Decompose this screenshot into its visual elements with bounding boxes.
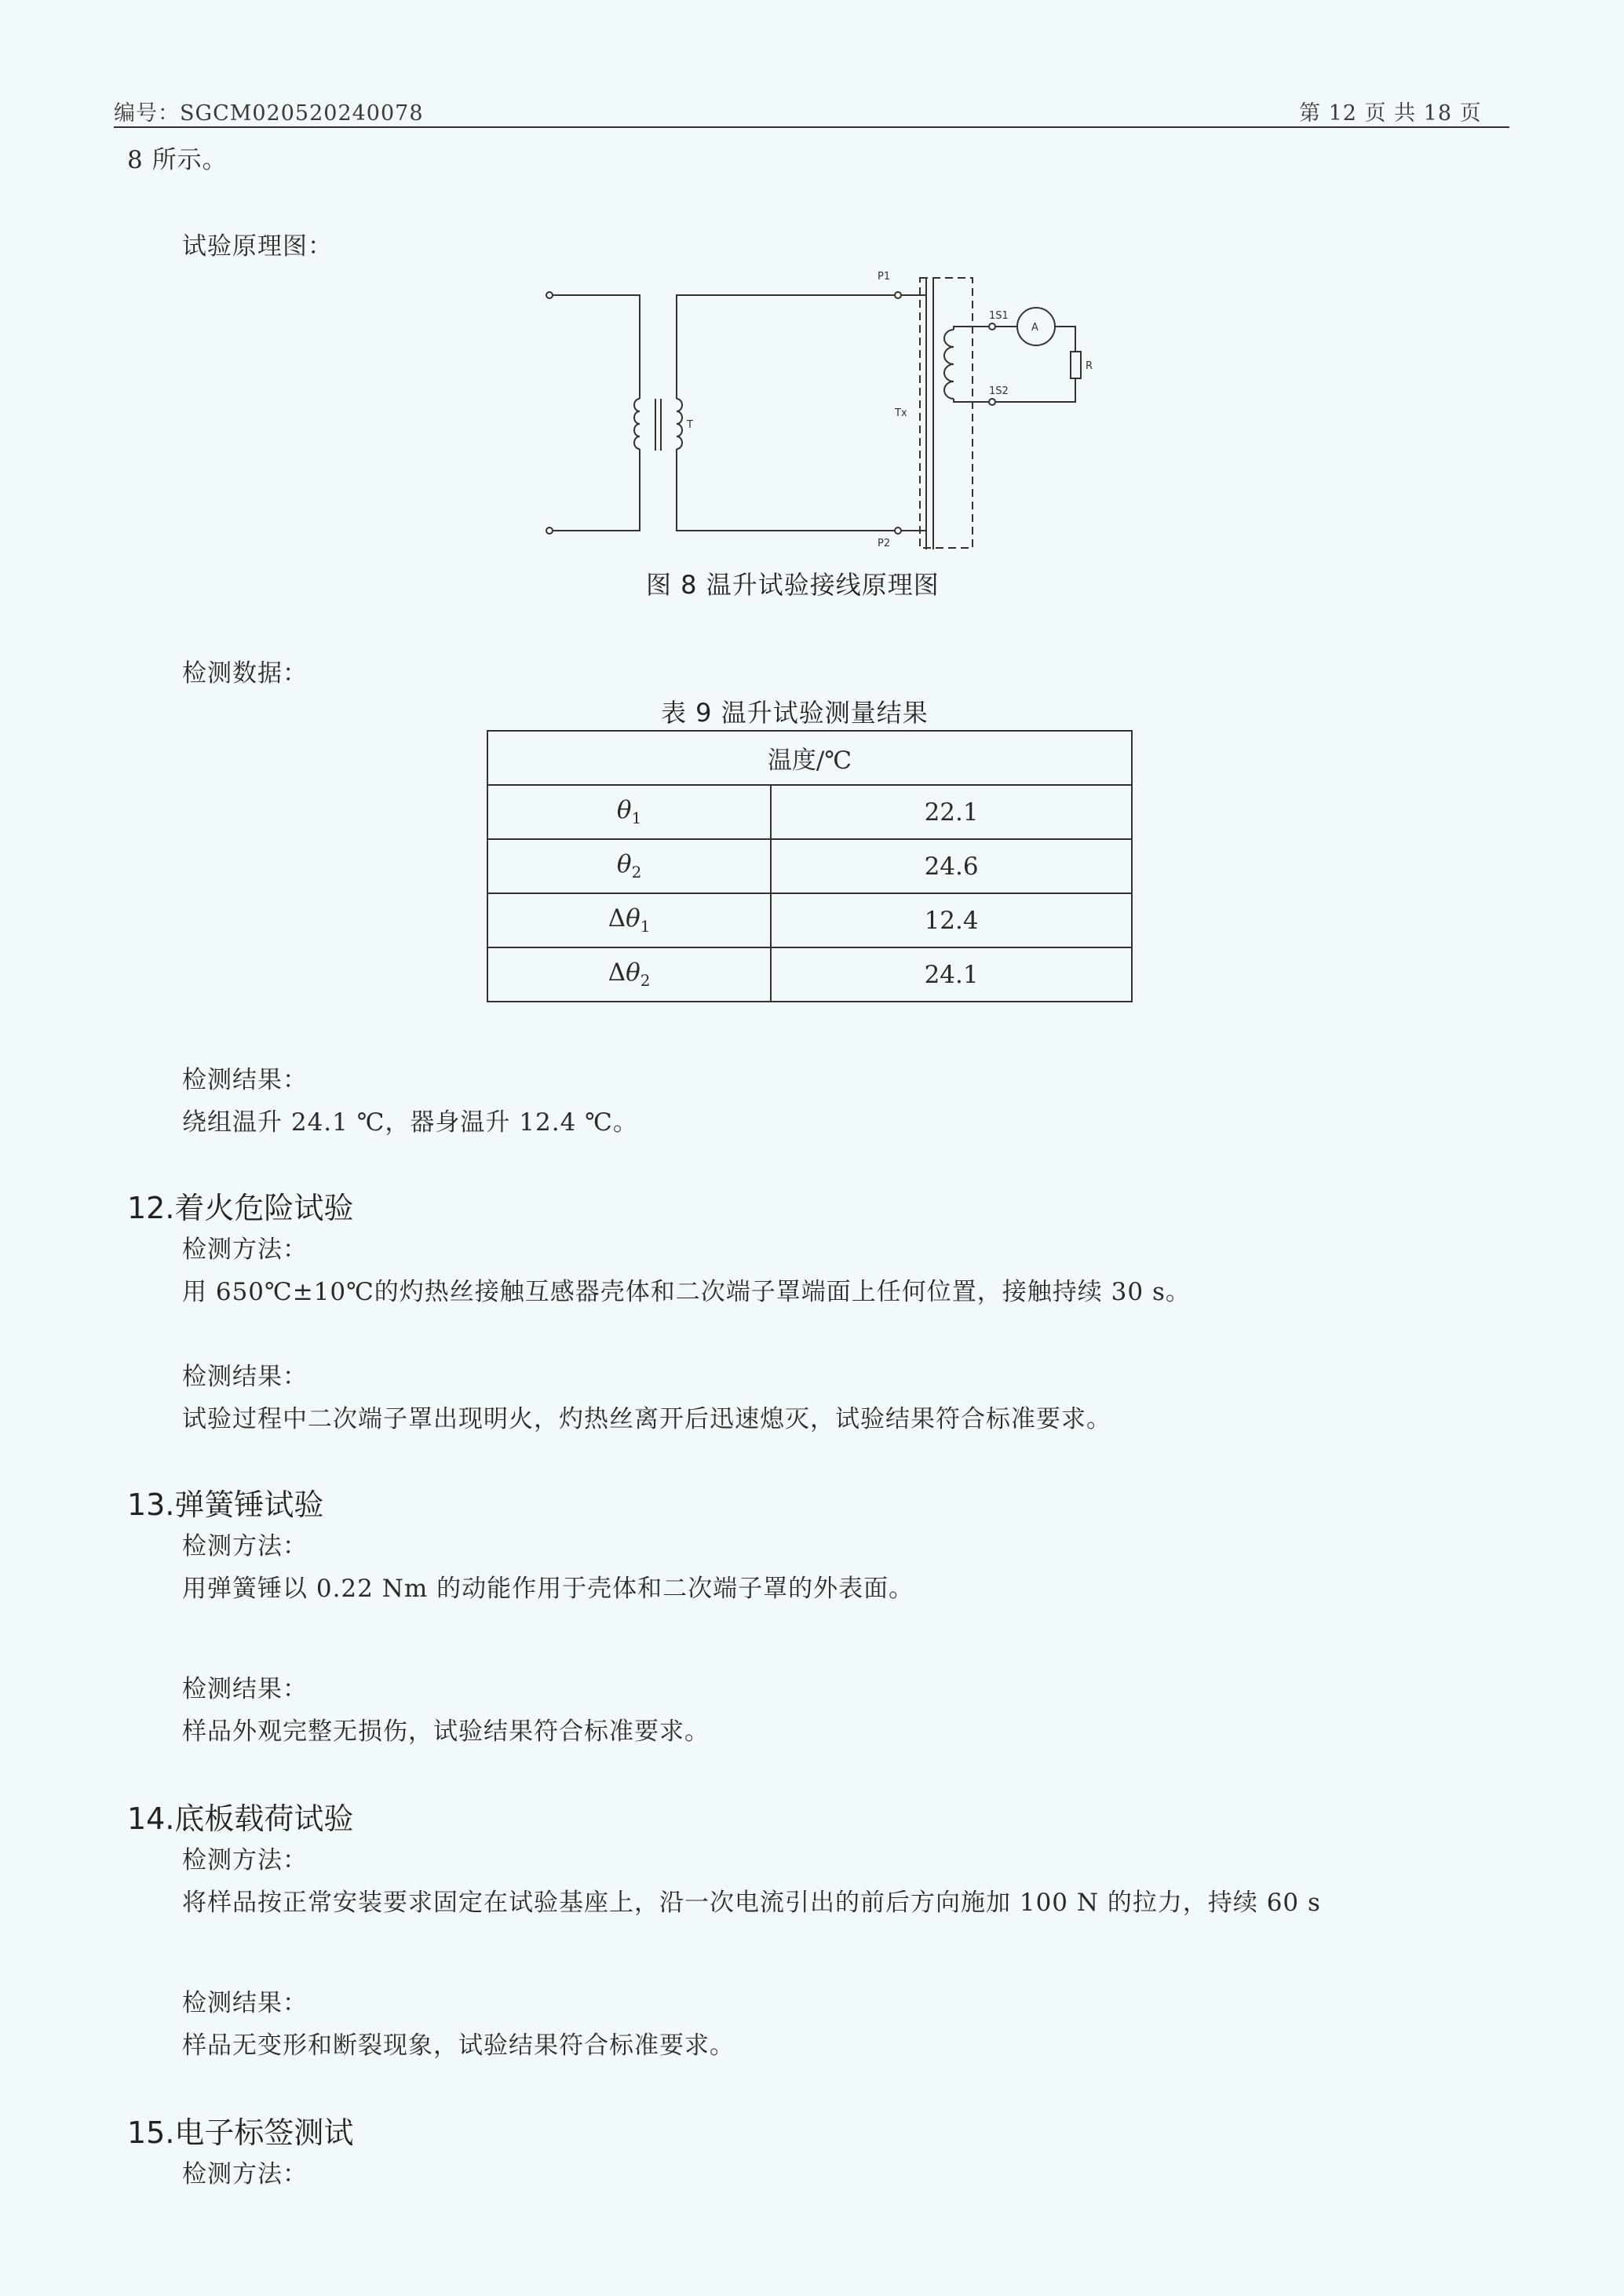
table-header-row [487,731,1132,785]
label-1s2: 1S2 [989,385,1009,397]
section-title: 13.弹簧锤试验 [127,1487,324,1522]
symbol-cell: $\Delta\theta_2$ [487,947,771,1002]
value-cell: 24.6 [771,839,1132,893]
label-p1: P1 [878,271,891,283]
label-p2: P2 [878,538,891,549]
table-row [487,785,1132,839]
method-label: 检测方法： [182,1846,308,1874]
label-t: T [687,419,693,431]
result-text: 试验过程中二次端子罩出现明火，灼热丝离开后迅速熄灭，试验结果符合标准要求。 [182,1405,1111,1433]
table-header-cell: 温度/℃ [487,731,1132,785]
method-text: 用 650℃±10℃的灼热丝接触互感器壳体和二次端子罩端面上任何位置，接触持续 30 s。 [182,1278,1191,1306]
table-row [487,839,1132,893]
result-label: 检测结果： [182,1675,308,1703]
symbol-cell: $\theta_2$ [487,839,771,893]
page-indicator: 第 12 页 共 18 页 [1299,101,1482,126]
label-1s1: 1S1 [989,310,1009,322]
result-label: 检测结果： [182,1363,308,1391]
result-text: 绕组温升 24.1 ℃，器身温升 12.4 ℃。 [182,1108,638,1137]
method-label: 检测方法： [182,1532,308,1560]
value-cell: 24.1 [771,947,1132,1002]
label-r: R [1086,360,1093,372]
result-text: 样品无变形和断裂现象，试验结果符合标准要求。 [182,2031,735,2060]
table-row [487,947,1132,1002]
data-label: 检测数据： [182,659,308,688]
figure-caption: 图 8 温升试验接线原理图 [646,570,940,600]
header-divider [114,126,1509,128]
label-ammeter: A [1031,322,1038,334]
table-row [487,893,1132,947]
symbol-cell: $\Delta\theta_1$ [487,893,771,947]
result-text: 样品外观完整无损伤，试验结果符合标准要求。 [182,1717,710,1746]
method-label: 检测方法： [182,2160,308,2188]
method-text: 将样品按正常安装要求固定在试验基座上，沿一次电流引出的前后方向施加 100 N 的拉力，持续 60 s [182,1889,1321,1917]
document-number: 编号：SGCM020520240078 [114,101,424,126]
method-label: 检测方法： [182,1236,308,1264]
value-cell: 22.1 [771,785,1132,839]
section-title: 12.着火危险试验 [127,1191,354,1225]
method-text: 用弹簧锤以 0.22 Nm 的动能作用于壳体和二次端子罩的外表面。 [182,1575,914,1603]
value-cell: 12.4 [771,893,1132,947]
label-tx: Tx [895,407,907,419]
table-caption: 表 9 温升试验测量结果 [661,698,929,728]
section-title: 15.电子标签测试 [127,2115,354,2150]
section-title: 14.底板载荷试验 [127,1801,354,1836]
symbol-cell: $\theta_1$ [487,785,771,839]
principle-label: 试验原理图： [182,232,333,261]
intro-continuation: 8 所示。 [127,146,228,174]
wiring-diagram [534,267,1099,557]
result-label: 检测结果： [182,1066,308,1094]
temperature-table [487,730,1133,1002]
result-label: 检测结果： [182,1989,308,2017]
